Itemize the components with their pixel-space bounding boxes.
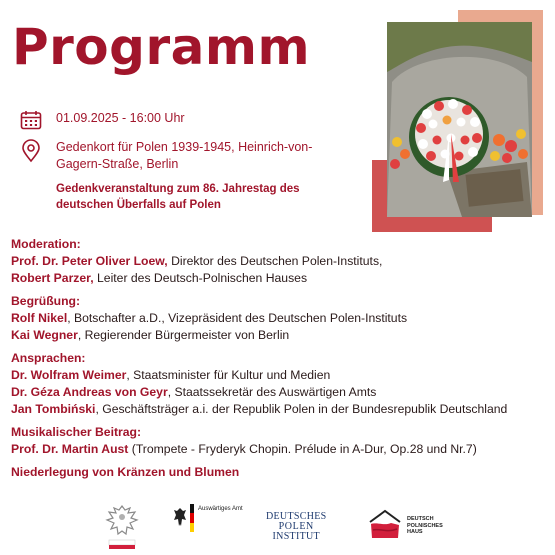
list-item: Prof. Dr. Peter Oliver Loew, Direktor des Deutschen Polen-Instituts, bbox=[11, 254, 383, 268]
location-row bbox=[20, 139, 312, 173]
deutsch-polnisches-haus-logo: DEUTSCH POLNISCHES HAUS bbox=[367, 508, 403, 545]
list-item: Robert Parzer, Leiter des Deutsch-Polnischen Hauses bbox=[11, 271, 308, 285]
list-item: Rolf Nikel, Botschafter a.D., Vizepräsident des Deutschen Polen-Instituts bbox=[11, 311, 408, 325]
event-description: Gedenkveranstaltung zum 86. Jahrestag des deutschen Überfalls auf Polen bbox=[56, 183, 300, 211]
section-heading: Ansprachen: bbox=[11, 351, 86, 365]
list-item: Dr. Wolfram Weimer, Staatsminister für Kultur und Medien bbox=[11, 368, 331, 382]
section-musik bbox=[11, 424, 551, 458]
partner-logos bbox=[0, 500, 555, 555]
house-icon bbox=[367, 508, 403, 540]
federal-eagle-icon bbox=[172, 504, 188, 532]
deutsches-polen-institut-logo: DEUTSCHES POLEN INSTITUT bbox=[266, 511, 327, 542]
list-item: Dr. Géza Andreas von Geyr, Staatssekretär des Auswärtigen Amts bbox=[11, 385, 377, 399]
location-pin-icon bbox=[20, 139, 42, 163]
calendar-icon bbox=[20, 110, 42, 130]
event-location: Gedenkort für Polen 1939-1945, Heinrich-von- Gagern-Straße, Berlin bbox=[56, 140, 313, 171]
list-item: Kai Wegner, Regierender Bürgermeister von Berlin bbox=[11, 328, 290, 342]
section-ansprachen bbox=[11, 350, 551, 418]
german-flag-bar bbox=[190, 504, 194, 532]
event-date: 01.09.2025 - 16:00 Uhr bbox=[56, 111, 185, 125]
section-moderation bbox=[11, 236, 551, 287]
list-item: Prof. Dr. Martin Aust (Trompete - Fryderyk Chopin. Prélude in A-Dur, Op.28 und Nr.7) bbox=[11, 442, 477, 456]
memorial-photo bbox=[387, 22, 532, 217]
date-row bbox=[20, 110, 185, 130]
section-begruessung bbox=[11, 293, 551, 344]
page-title: Programm bbox=[12, 18, 311, 76]
section-heading: Musikalischer Beitrag: bbox=[11, 425, 142, 439]
program-list bbox=[11, 236, 551, 481]
section-heading: Begrüßung: bbox=[11, 294, 81, 308]
list-item: Jan Tombiński, Geschäftsträger a.i. der Republik Polen in der Bundesrepublik Deutschland bbox=[11, 402, 508, 416]
polish-eagle-logo bbox=[103, 502, 141, 555]
final-program-item: Niederlegung von Kränzen und Blumen bbox=[11, 465, 240, 479]
section-heading: Moderation: bbox=[11, 237, 81, 251]
auswaertiges-amt-logo: Auswärtiges Amt bbox=[172, 504, 188, 537]
